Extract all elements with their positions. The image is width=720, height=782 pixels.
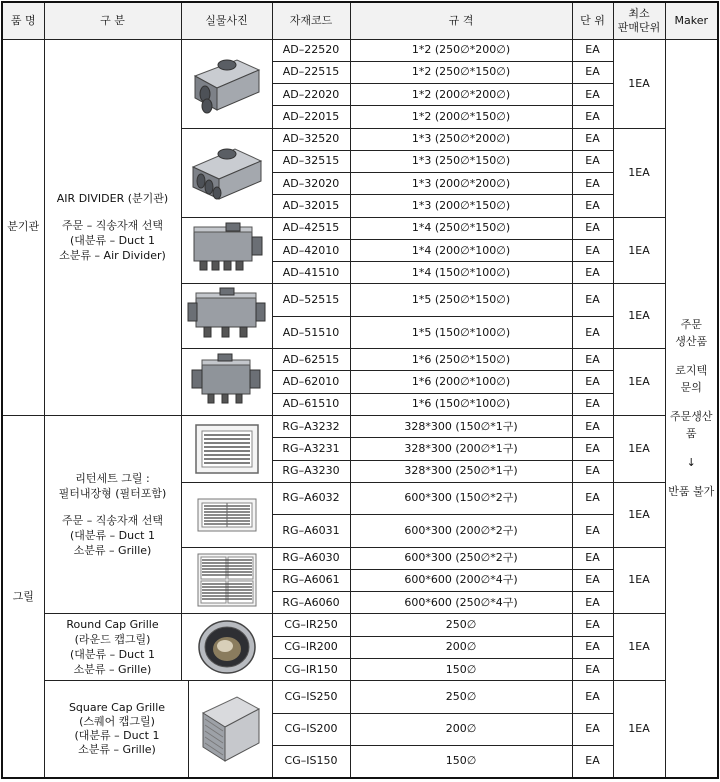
row-spec: 1*5 (150∅*100∅) (350, 316, 572, 348)
row-unit: EA (572, 745, 613, 778)
row-code: AD–61510 (272, 393, 350, 415)
row-unit: EA (572, 128, 613, 150)
row-code: AD–42515 (272, 217, 350, 239)
min-unit: 1EA (613, 547, 665, 614)
table-row (2, 39, 718, 61)
min-unit: 1EA (613, 284, 665, 349)
row-unit: EA (572, 262, 613, 284)
return-grille-2filter-icon (181, 482, 272, 547)
row-unit: EA (572, 438, 613, 460)
row-unit: EA (572, 284, 613, 316)
row-spec: 200∅ (350, 636, 572, 658)
row-spec: 1*4 (200∅*100∅) (350, 239, 572, 261)
row-unit: EA (572, 614, 613, 636)
row-unit: EA (572, 316, 613, 348)
description-line: (대분류 – Duct 1 (70, 234, 155, 248)
row-unit: EA (572, 173, 613, 195)
row-code: CG–IR250 (272, 614, 350, 636)
maker-note: 로지텍 (675, 364, 708, 378)
row-unit: EA (572, 106, 613, 128)
table-row (2, 614, 718, 636)
maker-note-block (668, 483, 716, 500)
group-description-square-cap (44, 681, 272, 778)
row-unit: EA (572, 460, 613, 482)
row-spec: 600*300 (150∅*2구) (350, 482, 572, 514)
row-unit: EA (572, 393, 613, 415)
description-line: 소분류 – Grille) (73, 544, 152, 558)
row-unit: EA (572, 416, 613, 438)
row-code: RG–A6060 (272, 592, 350, 614)
min-unit: 1EA (613, 482, 665, 547)
row-unit: EA (572, 569, 613, 591)
row-code: AD–52515 (272, 284, 350, 316)
description-line: 리턴세트 그릴 : (75, 472, 150, 486)
row-spec: 1*6 (150∅*100∅) (350, 393, 572, 415)
description-line: Round Cap Grille (66, 618, 159, 632)
row-unit: EA (572, 636, 613, 658)
air-divider-4way-icon (181, 217, 272, 284)
header-spec: 규 격 (350, 2, 572, 39)
description-line: 소분류 – Air Divider) (59, 249, 166, 263)
header-unit: 단 위 (572, 2, 613, 39)
row-spec: 1*6 (200∅*100∅) (350, 371, 572, 393)
description-block (47, 471, 179, 501)
header-code: 자재코드 (272, 2, 350, 39)
maker-note: 문의 (680, 381, 702, 395)
row-spec: 600*300 (250∅*2구) (350, 547, 572, 569)
row-spec: 250∅ (350, 614, 572, 636)
return-grille-icon (181, 416, 272, 483)
description-line: 소분류 – Grille) (73, 663, 152, 677)
row-code: AD–22515 (272, 61, 350, 83)
row-unit: EA (572, 84, 613, 106)
row-spec: 1*3 (200∅*150∅) (350, 195, 572, 217)
row-spec: 250∅ (350, 681, 572, 713)
row-unit: EA (572, 658, 613, 680)
maker-note-block (668, 408, 716, 442)
air-divider-3way-icon (181, 128, 272, 217)
row-unit: EA (572, 515, 613, 547)
section-item-divider: 분기관 (2, 39, 44, 416)
row-unit: EA (572, 195, 613, 217)
description-block (47, 218, 179, 263)
description-block (47, 513, 179, 558)
description-line: 주문 – 직송자재 선택 (62, 219, 163, 233)
description-line: (라운드 캡그릴) (74, 633, 151, 647)
row-unit: EA (572, 713, 613, 745)
row-spec: 1*2 (200∅*200∅) (350, 84, 572, 106)
description-line: (대분류 – Duct 1 (70, 648, 155, 662)
row-code: RG–A3230 (272, 460, 350, 482)
row-code: AD–62515 (272, 349, 350, 371)
row-spec: 150∅ (350, 658, 572, 680)
row-spec: 328*300 (200∅*1구) (350, 438, 572, 460)
row-code: RG–A3232 (272, 416, 350, 438)
square-cap-text (47, 681, 189, 777)
row-unit: EA (572, 61, 613, 83)
round-cap-grille-icon (181, 614, 272, 681)
air-divider-2way-icon (181, 39, 272, 128)
section-description-divider (44, 39, 181, 416)
description-line: 필터내장형 (필터포함) (58, 487, 167, 501)
row-code: AD–32515 (272, 150, 350, 172)
section-item-grille: 그릴 (2, 416, 44, 779)
maker-note: 생산품 (675, 335, 708, 349)
return-grille-4filter-icon (181, 547, 272, 614)
row-unit: EA (572, 217, 613, 239)
header-min-unit (613, 2, 665, 39)
row-unit: EA (572, 371, 613, 393)
product-table (1, 1, 719, 779)
square-cap-grille-icon (188, 681, 270, 777)
maker-note: 주문생산 (669, 410, 713, 424)
row-unit: EA (572, 349, 613, 371)
maker-note: 주문 (680, 318, 702, 332)
header-category: 구 분 (44, 2, 181, 39)
header-maker: Maker (665, 2, 718, 39)
row-unit: EA (572, 482, 613, 514)
min-unit: 1EA (613, 217, 665, 284)
square-cap-inner (47, 681, 270, 777)
air-divider-6way-icon (181, 349, 272, 416)
air-divider-5way-icon (181, 284, 272, 349)
row-code: AD–62010 (272, 371, 350, 393)
maker-note: 품 (685, 427, 697, 441)
group-description-round-cap (44, 614, 181, 681)
row-spec: 328*300 (250∅*1구) (350, 460, 572, 482)
maker-note-block (668, 454, 716, 471)
row-code: CG–IS250 (272, 681, 350, 713)
header-item: 품 명 (2, 2, 44, 39)
row-code: RG–A3231 (272, 438, 350, 460)
row-unit: EA (572, 150, 613, 172)
row-code: AD–42010 (272, 239, 350, 261)
row-spec: 1*3 (250∅*200∅) (350, 128, 572, 150)
row-unit: EA (572, 547, 613, 569)
row-spec: 1*2 (250∅*200∅) (350, 39, 572, 61)
row-unit: EA (572, 239, 613, 261)
description-line: (대분류 – Duct 1 (74, 729, 160, 743)
row-code: AD–32020 (272, 173, 350, 195)
header-row (2, 2, 718, 39)
description-line: (스퀘어 캡그릴) (79, 715, 155, 729)
row-code: RG–A6032 (272, 482, 350, 514)
row-spec: 1*3 (200∅*200∅) (350, 173, 572, 195)
table-row (2, 681, 718, 713)
row-spec: 200∅ (350, 713, 572, 745)
row-code: RG–A6030 (272, 547, 350, 569)
row-code: RG–A6031 (272, 515, 350, 547)
row-spec: 1*4 (250∅*150∅) (350, 217, 572, 239)
row-spec: 1*2 (250∅*150∅) (350, 61, 572, 83)
description-line: AIR DIVIDER (분기관) (56, 192, 169, 206)
min-unit: 1EA (613, 128, 665, 217)
row-code: AD–41510 (272, 262, 350, 284)
row-code: RG–A6061 (272, 569, 350, 591)
square-cap-inner-row (47, 681, 270, 777)
row-code: AD–22020 (272, 84, 350, 106)
row-code: AD–32015 (272, 195, 350, 217)
description-line: 주문 – 직송자재 선택 (62, 514, 163, 528)
header-photo: 실물사진 (181, 2, 272, 39)
maker-notes (665, 39, 718, 778)
row-code: AD–51510 (272, 316, 350, 348)
row-spec: 1*6 (250∅*150∅) (350, 349, 572, 371)
row-code: CG–IR200 (272, 636, 350, 658)
min-unit: 1EA (613, 416, 665, 483)
row-spec: 1*4 (150∅*100∅) (350, 262, 572, 284)
min-unit: 1EA (613, 614, 665, 681)
min-unit: 1EA (613, 39, 665, 128)
row-unit: EA (572, 681, 613, 713)
row-code: AD–32520 (272, 128, 350, 150)
header-min-unit-line1: 최소 (628, 6, 650, 20)
maker-note-block (668, 362, 716, 396)
group-description-return-grille (44, 416, 181, 614)
row-spec: 1*3 (250∅*150∅) (350, 150, 572, 172)
min-unit: 1EA (613, 681, 665, 778)
row-spec: 600*600 (250∅*4구) (350, 592, 572, 614)
row-unit: EA (572, 39, 613, 61)
row-code: CG–IS150 (272, 745, 350, 778)
row-unit: EA (572, 592, 613, 614)
row-spec: 1*2 (200∅*150∅) (350, 106, 572, 128)
row-spec: 600*600 (200∅*4구) (350, 569, 572, 591)
maker-note-block (668, 316, 716, 350)
description-line: 소분류 – Grille) (78, 743, 156, 757)
description-line: Square Cap Grille (68, 701, 166, 715)
min-unit: 1EA (613, 349, 665, 416)
row-code: AD–22015 (272, 106, 350, 128)
description-line: (대분류 – Duct 1 (70, 529, 155, 543)
row-spec: 600*300 (200∅*2구) (350, 515, 572, 547)
down-arrow-icon: ↓ (686, 456, 696, 470)
header-min-unit-line2: 판매단위 (617, 20, 661, 34)
row-spec: 328*300 (150∅*1구) (350, 416, 572, 438)
row-spec: 150∅ (350, 745, 572, 778)
row-code: AD–22520 (272, 39, 350, 61)
row-spec: 1*5 (250∅*150∅) (350, 284, 572, 316)
table-row (2, 416, 718, 438)
row-code: CG–IS200 (272, 713, 350, 745)
maker-note: 반품 불가 (668, 485, 715, 499)
row-code: CG–IR150 (272, 658, 350, 680)
